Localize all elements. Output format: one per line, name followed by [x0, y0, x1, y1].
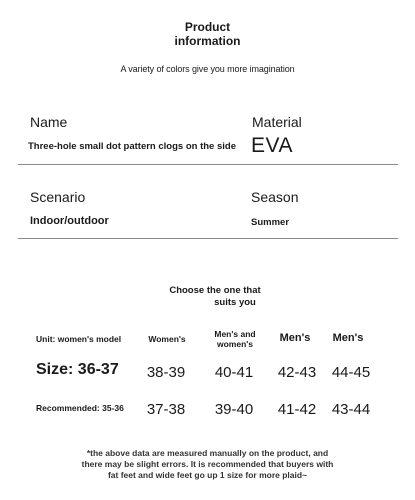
- choose-heading: [150, 285, 280, 309]
- col-head-mens-2: Men's: [332, 332, 364, 344]
- season-label: Season: [251, 189, 299, 205]
- col-head-mens-and-womens-line-1: Men's and: [214, 329, 256, 339]
- footnote-line-2: there may be slight errors. It is recommended that buyers with: [81, 459, 334, 469]
- table-cell: 42-43: [277, 364, 317, 381]
- title-line-1: Product: [184, 20, 231, 34]
- row-label-recommended: Recommended: 35-36: [36, 403, 124, 413]
- footnote: [60, 448, 355, 481]
- row-label-size: Size: 36-37: [36, 361, 119, 378]
- scenario-value: Indoor/outdoor: [30, 215, 109, 227]
- footnote-line-1: *the above data are measured manually on the product, and: [86, 448, 329, 458]
- choose-line-1: Choose the one that: [169, 285, 261, 296]
- col-head-mens-and-womens-line-2: women's: [216, 339, 254, 349]
- col-head-mens-and-womens: [205, 329, 265, 349]
- unit-label: Unit: women's model: [36, 334, 122, 344]
- season-value: Summer: [251, 217, 290, 228]
- table-cell: 43-44: [331, 401, 371, 418]
- name-label: Name: [30, 114, 68, 130]
- table-cell: 37-38: [146, 401, 186, 418]
- table-cell: 39-40: [214, 401, 254, 418]
- col-head-womens: Women's: [148, 334, 186, 344]
- name-value: Three-hole small dot pattern clogs on the side: [28, 141, 236, 152]
- table-cell: 41-42: [277, 401, 317, 418]
- material-value: EVA: [251, 134, 293, 157]
- tagline: A variety of colors give you more imagination: [120, 64, 295, 74]
- scenario-label: Scenario: [30, 189, 86, 205]
- choose-line-2: suits you: [214, 297, 256, 308]
- page-title: [0, 20, 415, 48]
- footnote-line-3: fat feet and wide feet go up 1 size for more plaid~: [107, 470, 308, 480]
- col-head-mens-1: Men's: [279, 332, 311, 344]
- divider-2: [18, 238, 398, 239]
- material-label: Material: [252, 114, 302, 130]
- table-cell: 44-45: [331, 364, 371, 381]
- title-line-2: information: [174, 34, 241, 48]
- table-cell: 38-39: [146, 364, 186, 381]
- table-cell: 40-41: [214, 364, 254, 381]
- divider-1: [18, 164, 398, 165]
